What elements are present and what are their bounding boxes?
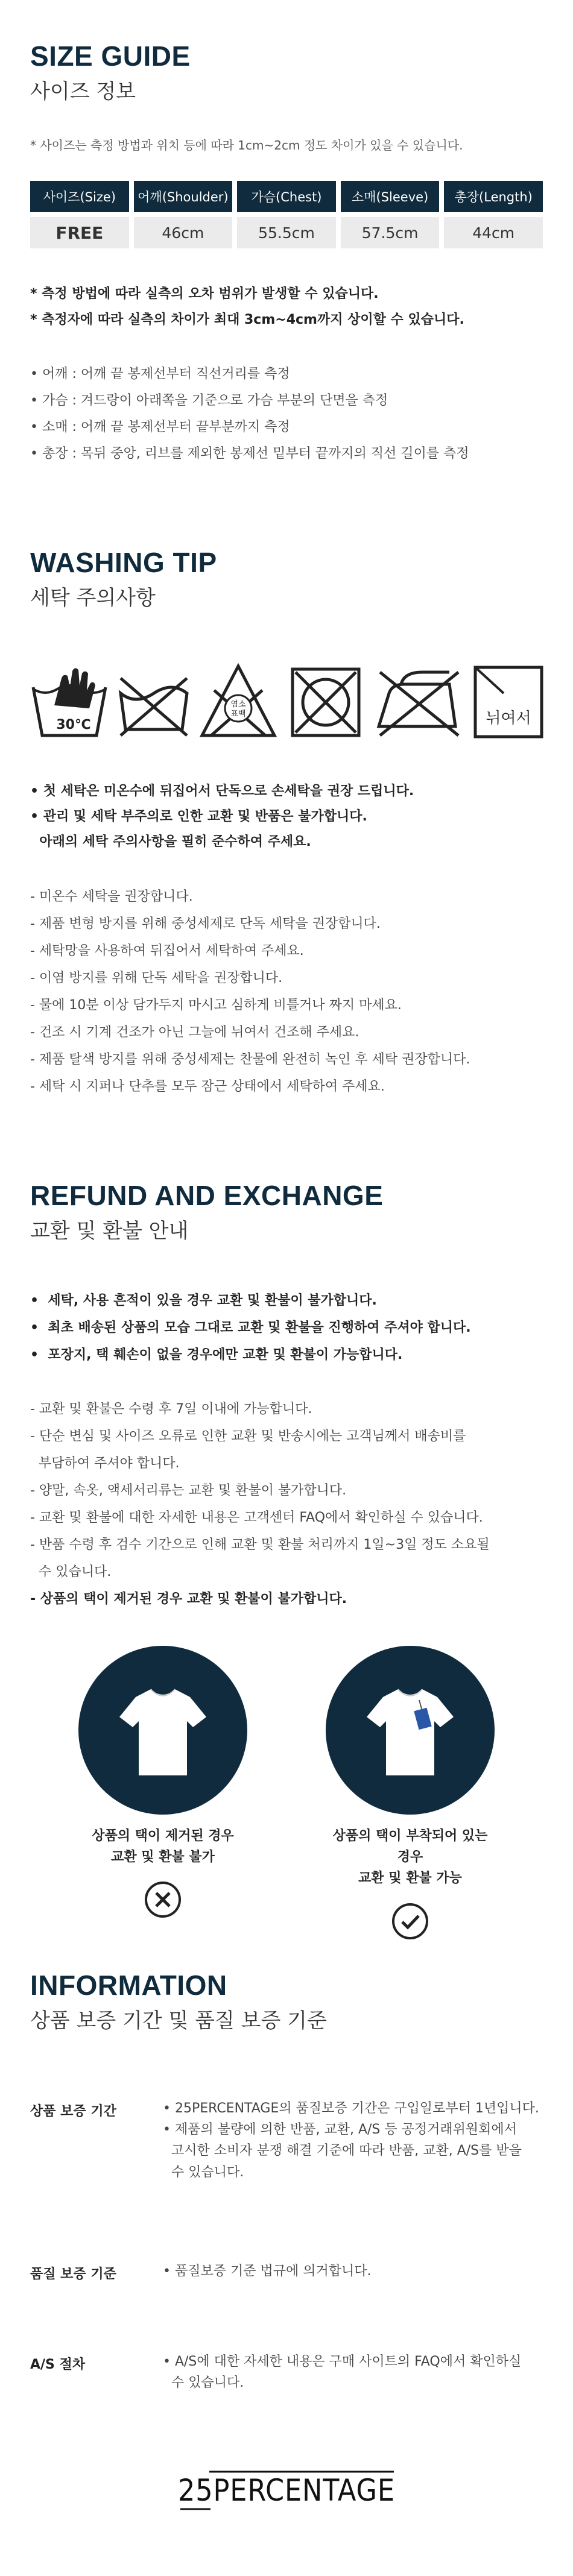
size-warning: * 측정 방법에 따라 실측의 오차 범위가 발생할 수 있습니다.	[30, 286, 379, 301]
washing-bold-line: 아래의 세탁 주의사항을 필히 준수하여 주세요.	[30, 834, 311, 849]
washing-bold-line: • 첫 세탁은 미온수에 뒤집어서 단독으로 손세탁을 권장 드립니다.	[30, 784, 414, 799]
measurement-item: • 가슴 : 겨드랑이 아래쪽을 기준으로 가슴 부분의 단면을 측정	[30, 393, 388, 408]
tag-attached-label-line2: 교환 및 환불 가능	[358, 1871, 462, 1886]
size-header-chest: 가슴(Chest)	[237, 181, 336, 212]
info-line: 수 있습니다.	[163, 2375, 244, 2391]
size-table-value-row	[30, 212, 543, 248]
information-title: INFORMATION	[30, 1970, 227, 2001]
washing-line: - 세탁망을 사용하여 뒤집어서 세탁하여 주세요.	[30, 943, 304, 959]
refund-line: - 교환 및 환불은 수령 후 7일 이내에 가능합니다.	[30, 1402, 312, 1417]
quality-standard-text	[163, 2261, 555, 2282]
refund-line: 수 있습니다.	[30, 1564, 112, 1579]
measurement-item: • 어깨 : 어깨 끝 봉제선부터 직선거리를 측정	[30, 367, 290, 382]
as-procedure-text	[163, 2351, 555, 2393]
info-line: • 제품의 불량에 의한 반품, 교환, A/S 등 공정거래위원회에서	[163, 2122, 517, 2138]
refund-line: - 반품 수령 후 검수 기간으로 인해 교환 및 환불 처리까지 1일~3일 정도 소요될	[30, 1537, 490, 1552]
washing-subtitle: 세탁 주의사항	[30, 586, 156, 610]
info-line: • 품질보증 기준 법규에 의거합니다.	[163, 2264, 372, 2279]
refund-line: - 단순 변심 및 사이즈 오류로 인한 교환 및 반송시에는 고객님께서 배송비를	[30, 1429, 466, 1444]
size-table-header-row	[30, 181, 543, 212]
tshirt-with-tag-circle	[326, 1646, 495, 1815]
size-warning: * 측정자에 따라 실측의 차이가 최대 3cm~4cm까지 상이할 수 있습니다.	[30, 312, 464, 327]
size-value-chest: 55.5cm	[237, 217, 336, 248]
info-line: 수 있습니다.	[163, 2164, 244, 2180]
refund-bold-line: • 세탁, 사용 흔적이 있을 경우 교환 및 환불이 불가합니다.	[30, 1293, 377, 1308]
refund-line: 부담하여 주셔야 합니다.	[30, 1456, 180, 1471]
size-header-sleeve: 소매(Sleeve)	[341, 181, 440, 212]
dry-flat-label: 뉘여서	[486, 710, 531, 728]
dry-flat-icon	[470, 660, 546, 745]
size-guide-note: * 사이즈는 측정 방법과 위치 등에 따라 1cm~2cm 정도 차이가 있을 수 있습니다.	[30, 138, 463, 153]
wash-temp-label: 30℃	[56, 717, 91, 732]
washing-line: - 미온수 세탁을 권장합니다.	[30, 889, 193, 904]
size-header-length: 총장(Length)	[444, 181, 543, 212]
chlorine-bleach-icon	[199, 660, 277, 745]
info-line: • A/S에 대한 자세한 내용은 구매 사이트의 FAQ에서 확인하실	[163, 2354, 522, 2369]
washing-line: - 제품 탈색 방지를 위해 중성세제는 찬물에 완전히 녹인 후 세탁 권장합니다.	[30, 1052, 470, 1067]
refund-bold-line: • 최초 배송된 상품의 모습 그대로 교환 및 환불을 진행하여 주셔야 합니다.	[30, 1320, 471, 1335]
washing-icons	[30, 660, 543, 748]
tshirt-icon	[78, 1646, 247, 1815]
no-iron-icon	[374, 660, 461, 745]
measurement-item: • 총장 : 목뒤 중앙, 리브를 제외한 봉제선 밑부터 끝까지의 직선 길이를 측정	[30, 446, 469, 461]
refund-line: - 교환 및 환불에 대한 자세한 내용은 고객센터 FAQ에서 확인하실 수 있습니다.	[30, 1510, 483, 1525]
size-value-size: FREE	[30, 217, 129, 248]
brand-logo	[0, 2466, 573, 2516]
tag-attached-label	[326, 1825, 495, 1889]
tag-attached-card	[326, 1646, 495, 1942]
warranty-period-text	[163, 2098, 555, 2183]
tag-removed-label-line2: 교환 및 환불 불가	[111, 1850, 215, 1865]
refund-final-bold: - 상품의 택이 제거된 경우 교환 및 환불이 불가합니다.	[30, 1592, 347, 1607]
tag-removed-card	[78, 1646, 247, 1921]
hand-wash-30-icon	[30, 660, 109, 745]
size-guide-subtitle: 사이즈 정보	[30, 80, 136, 104]
refund-subtitle: 교환 및 환불 안내	[30, 1219, 189, 1243]
size-value-length: 44cm	[444, 217, 543, 248]
refund-title: REFUND AND EXCHANGE	[30, 1180, 384, 1211]
washing-line: - 건조 시 기계 건조가 아닌 그늘에 뉘여서 건조해 주세요.	[30, 1025, 359, 1040]
no-tumble-dry-icon	[115, 660, 193, 745]
bleach-label-1: 염소	[230, 700, 246, 709]
warranty-period-label: 상품 보증 기간	[30, 2104, 116, 2119]
washing-title: WASHING TIP	[30, 547, 217, 578]
brand-logo-icon	[172, 2466, 401, 2514]
tshirt-no-tag-circle	[78, 1646, 247, 1815]
bleach-label-2: 표백	[230, 710, 246, 719]
x-circle-icon	[144, 1881, 182, 1918]
refund-bold-line: • 포장지, 택 훼손이 없을 경우에만 교환 및 환불이 가능합니다.	[30, 1347, 403, 1362]
brand-logo-text: 25PERCENTAGE	[178, 2473, 395, 2508]
refund-line: - 양말, 속옷, 액세서리류는 교환 및 환불이 불가합니다.	[30, 1483, 347, 1498]
washing-line: - 이염 방지를 위해 단독 세탁을 권장합니다.	[30, 971, 283, 986]
no-dry-clean-icon	[286, 660, 365, 745]
washing-bold-line: • 관리 및 세탁 부주의로 인한 교환 및 반품은 불가합니다.	[30, 809, 367, 824]
info-line: 고시한 소비자 분쟁 해결 기준에 따라 반품, 교환, A/S를 받을	[163, 2143, 522, 2159]
washing-line: - 제품 변형 방지를 위해 중성세제로 단독 세탁을 권장합니다.	[30, 916, 381, 931]
as-procedure-label: A/S 절차	[30, 2357, 86, 2372]
size-header-size: 사이즈(Size)	[30, 181, 129, 212]
washing-line: - 물에 10분 이상 담가두지 마시고 심하게 비틀거나 짜지 마세요.	[30, 998, 402, 1013]
size-value-sleeve: 57.5cm	[341, 217, 440, 248]
information-subtitle: 상품 보증 기간 및 품질 보증 기준	[30, 2009, 327, 2033]
tag-removed-label	[78, 1825, 247, 1868]
size-header-shoulder: 어깨(Shoulder)	[134, 181, 233, 212]
size-guide-title: SIZE GUIDE	[30, 40, 191, 72]
info-line: • 25PERCENTAGE의 품질보증 기간은 구입일로부터 1년입니다.	[163, 2101, 539, 2116]
check-circle-icon	[391, 1903, 429, 1940]
washing-line: - 세탁 시 지퍼나 단추를 모두 잠근 상태에서 세탁하여 주세요.	[30, 1079, 385, 1094]
tshirt-tag-icon	[326, 1646, 495, 1815]
quality-standard-label: 품질 보증 기준	[30, 2267, 116, 2282]
size-table	[30, 181, 543, 248]
measurement-item: • 소매 : 어깨 끝 봉제선부터 끝부분까지 측정	[30, 420, 290, 435]
size-value-shoulder: 46cm	[134, 217, 233, 248]
tag-attached-label-line1: 상품의 택이 부착되어 있는 경우	[332, 1828, 488, 1865]
tag-removed-label-line1: 상품의 택이 제거된 경우	[92, 1828, 234, 1844]
